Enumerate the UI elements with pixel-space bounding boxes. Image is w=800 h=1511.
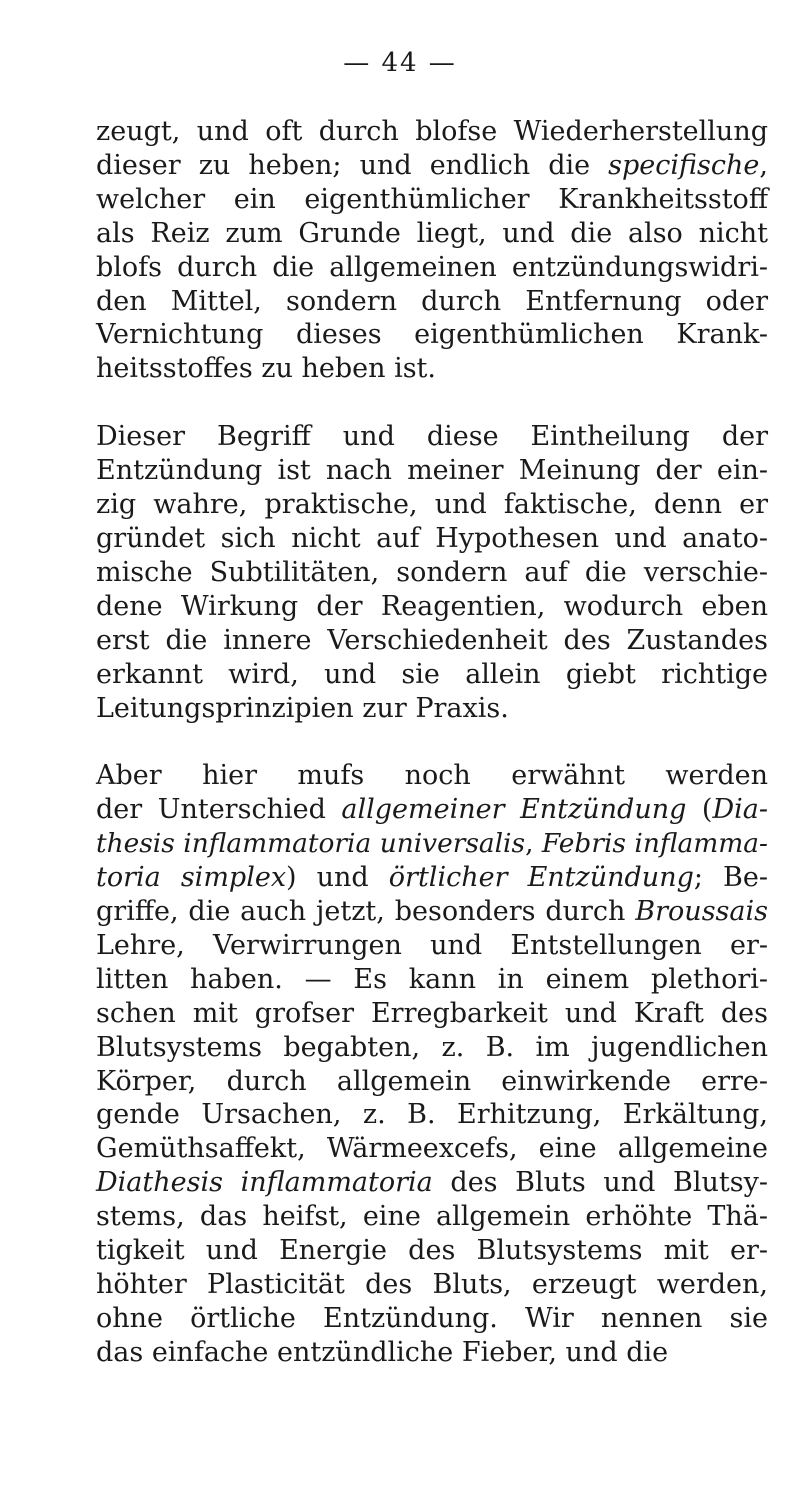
text-line: welcher ein eigenthümlicher Krankheitsstoff bbox=[96, 183, 768, 215]
text-line: den Mittel, sondern durch Entfernung oder bbox=[96, 285, 768, 317]
text-line: gründet sich nicht auf Hypothesen und anato- bbox=[96, 522, 768, 554]
text-line: Aber hier mufs noch erwähnt werden bbox=[96, 760, 768, 792]
text-line: Gemüthsaffekt, Wärmeexcefs, eine allgemeine bbox=[96, 1133, 768, 1165]
text-line: litten haben. — Es kann in einem plethori- bbox=[96, 963, 768, 995]
text-line: höhter Plasticität des Bluts, erzeugt werden, bbox=[96, 1269, 768, 1300]
text-line: erkannt wird, und sie allein giebt richtige bbox=[96, 658, 768, 690]
text-line: zeugt, und oft durch blofse Wiederherstellung bbox=[96, 116, 768, 147]
text-line: toria simplex) und örtlicher Entzündung; Be- bbox=[96, 862, 768, 894]
text-body bbox=[96, 115, 768, 1370]
text-line: gende Ursachen, z. B. Erhitzung, Erkältung, bbox=[96, 1099, 768, 1131]
text-line: stems, das heifst, eine allgemein erhöhte Thä- bbox=[96, 1201, 768, 1233]
text-line: das einfache entzündliche Fieber, und die bbox=[96, 1336, 669, 1368]
text-line: erst die innere Verschiedenheit des Zustandes bbox=[96, 624, 768, 656]
text-line: ohne örtliche Entzündung. Wir nennen sie bbox=[96, 1302, 768, 1334]
paragraph bbox=[96, 115, 768, 386]
text-line: griffe, die auch jetzt, besonders durch Broussais bbox=[96, 896, 768, 928]
text-line: blofs durch die allgemeinen entzündungswidri- bbox=[96, 251, 768, 283]
text-line: der Unterschied allgemeiner Entzündung (Dia- bbox=[96, 794, 768, 826]
text-line: schen mit grofser Erregbarkeit und Kraft des bbox=[96, 997, 768, 1029]
text-line: Diathesis inflammatoria des Bluts und Blutsy- bbox=[96, 1167, 768, 1199]
text-line: zig wahre, praktische, und faktische, denn er bbox=[96, 489, 768, 521]
text-line: mische Subtilitäten, sondern auf die verschie- bbox=[96, 556, 768, 588]
text-line: dene Wirkung der Reagentien, wodurch eben bbox=[96, 590, 768, 622]
text-line: Blutsystems begabten, z. B. im jugendlichen bbox=[96, 1031, 768, 1063]
text-line: Vernichtung dieses eigenthümlichen Krank- bbox=[96, 319, 768, 351]
paragraph bbox=[96, 420, 768, 725]
text-line: Körper, durch allgemein einwirkende erre- bbox=[96, 1065, 768, 1097]
text-line: thesis inflammatoria universalis, Febris inflamma- bbox=[96, 828, 768, 860]
paragraph bbox=[96, 759, 768, 1369]
page-number: — 44 — bbox=[343, 48, 457, 78]
text-line: Entzündung ist nach meiner Meinung der ein- bbox=[96, 455, 768, 487]
text-line: tigkeit und Energie des Blutsystems mit er- bbox=[96, 1235, 768, 1267]
text-line: Dieser Begriff und diese Eintheilung der bbox=[96, 421, 768, 453]
text-line: heitsstoffes zu heben ist. bbox=[96, 353, 436, 385]
text-line: Lehre, Verwirrungen und Entstellungen er- bbox=[96, 929, 768, 961]
text-line: dieser zu heben; und endlich die specifische, bbox=[96, 149, 768, 181]
text-line: als Reiz zum Grunde liegt, und die also nicht bbox=[96, 217, 768, 249]
text-line: Leitungsprinzipien zur Praxis. bbox=[96, 692, 509, 724]
